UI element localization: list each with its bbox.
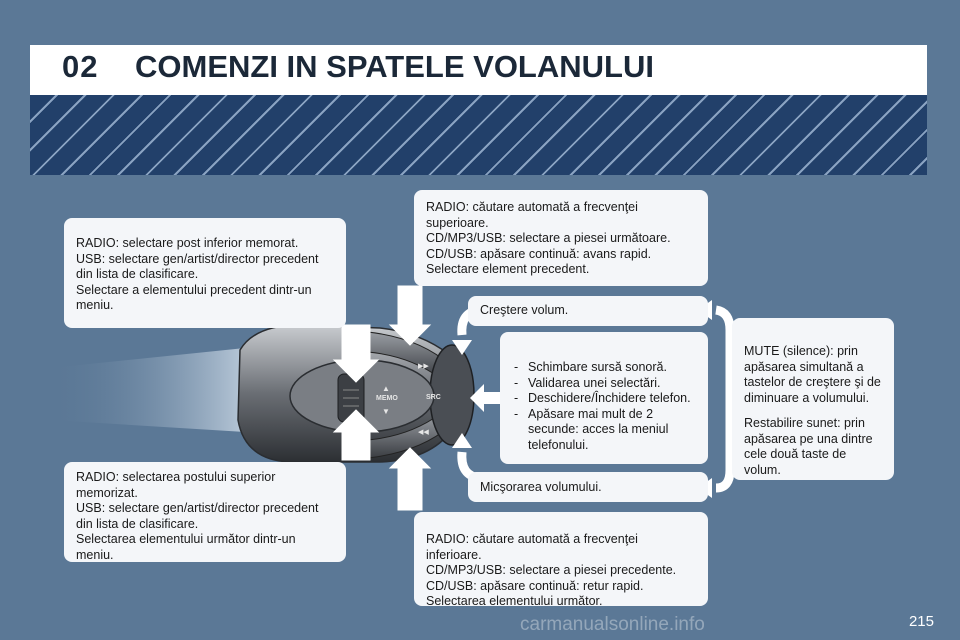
box-bottom-left-text: RADIO: selectarea postului superior memorizat. USB: selectare gen/artist/director precedent din lista de clasificare. Selectarea elementului următor dintr-un meniu.: [76, 470, 319, 562]
src-list-item: - Deschidere/Închidere telefon.: [512, 391, 696, 407]
restore-sound-text: Restabilire sunet: prin apăsarea pe una dintre cele două taste de volum.: [744, 416, 873, 477]
box-volume-up-text: Creştere volum.: [480, 303, 569, 317]
memo-down-arrow: ▼: [382, 407, 390, 416]
box-bottom-left: [64, 462, 346, 562]
src-list-item: - Schimbare sursă sonoră.: [512, 360, 696, 376]
mute-bracket: [716, 310, 730, 488]
box-src: [500, 332, 708, 464]
memo-up-arrow: ▲: [382, 384, 390, 393]
box-volume-down: [468, 472, 708, 502]
mute-text: MUTE (silence): prin apăsarea simultană a tastelor de creştere şi de diminuare a volumului.: [744, 344, 881, 405]
page-number: 215: [908, 613, 934, 630]
memo-label: MEMO: [376, 395, 398, 402]
fwd-icon: ▶▶: [418, 363, 429, 370]
rew-icon: ◀◀: [418, 429, 429, 436]
box-top-center-text: RADIO: căutare automată a frecvenţei superioare. CD/MP3/USB: selectare a piesei următoare. CD/USB: apăsare continuă: avans rapid. Selectare element precedent.: [426, 200, 671, 276]
box-top-left-text: RADIO: selectare post inferior memorat. USB: selectare gen/artist/director precedent din lista de clasificare. Selectare a elementului precedent dintr-un meniu.: [76, 236, 319, 312]
box-bottom-center-text: RADIO: căutare automată a frecvenţei inferioare. CD/MP3/USB: selectare a piesei precedente. CD/USB: apăsare continuă: retur rapid. Selectarea elementului următor.: [426, 532, 677, 608]
chapter-number: 02: [62, 49, 99, 84]
watermark: carmanualsonline.info: [520, 614, 705, 635]
stalk-shaft: [50, 348, 245, 432]
src-label: SRC: [426, 394, 441, 401]
box-mute: [732, 318, 894, 480]
page-title: COMENZI IN SPATELE VOLANULUI: [135, 49, 654, 84]
box-volume-up: [468, 296, 708, 326]
src-list-item: - Validarea unei selectări.: [512, 376, 696, 392]
box-volume-down-text: Micşorarea volumului.: [480, 480, 602, 494]
src-list-item: - Apăsare mai mult de 2 secunde: acces la meniul telefonului.: [512, 407, 696, 454]
box-top-center: [414, 190, 708, 286]
box-bottom-center: [414, 512, 708, 606]
src-list: [512, 360, 696, 453]
box-top-left: [64, 218, 346, 328]
